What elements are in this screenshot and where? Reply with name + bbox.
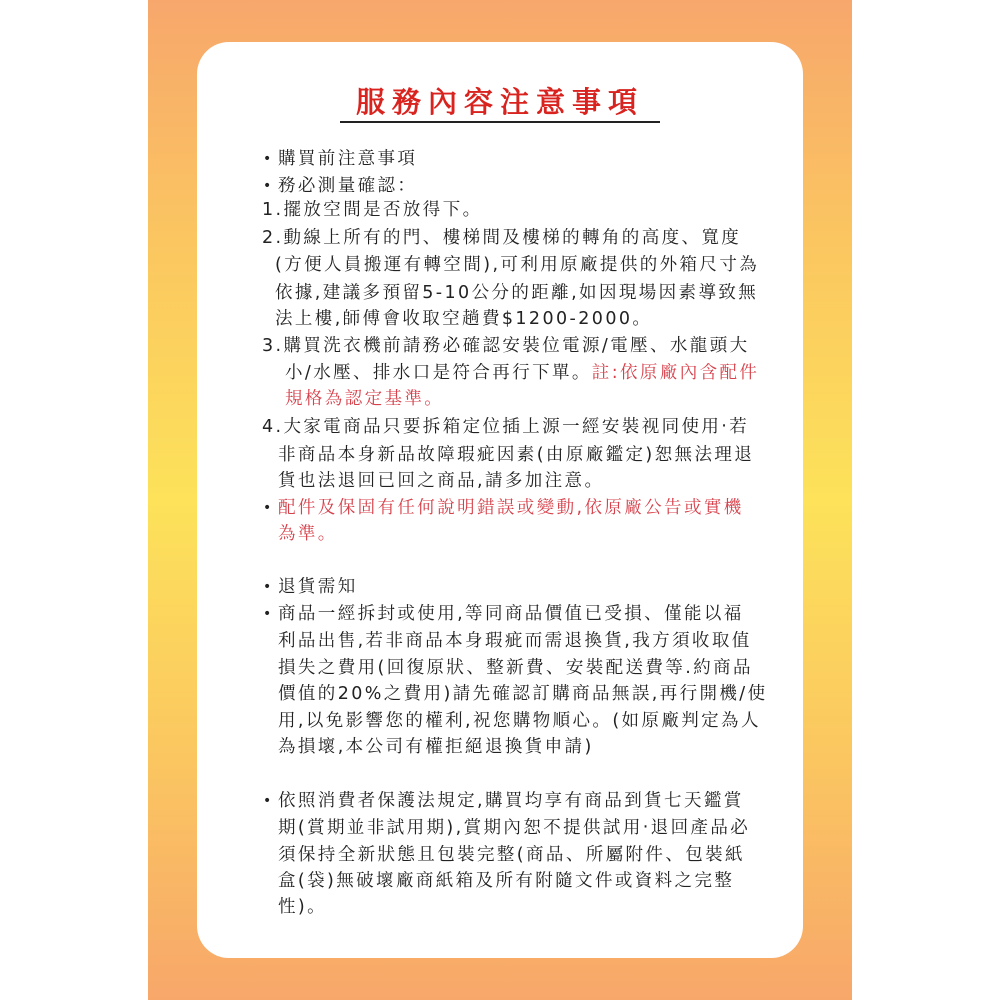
text-segment: 商品一經拆封或使用,等同商品價值已受損、僅能以福 (278, 604, 744, 624)
text-line (262, 416, 749, 438)
text-line (278, 630, 752, 652)
text-line (275, 308, 652, 330)
text-segment: 依據,建議多預留5-10公分的距離,如因現場因素導致無 (275, 283, 759, 303)
text-segment: 須保持全新狀態且包裝完整(商品、所屬附件、包裝紙 (278, 845, 745, 865)
text-segment: 盒(袋)無破壞廠商紙箱及所有附隨文件或資料之完整 (278, 871, 735, 891)
bullet-icon: • (263, 178, 274, 194)
text-segment: 性)。 (278, 897, 328, 917)
page-title: 服務內容注意事項 (355, 85, 644, 119)
text-segment: 3.購買洗衣機前請務必確認安裝位電源/電壓、水龍頭大 (262, 336, 750, 356)
text-line (263, 603, 744, 625)
text-line (263, 790, 744, 812)
text-line (278, 710, 761, 732)
bullet-icon: • (263, 606, 274, 622)
text-segment: 貨也法退回已回之商品,請多加注意。 (278, 471, 605, 491)
text-line (263, 576, 358, 598)
text-line (278, 844, 745, 866)
bullet-icon: • (263, 500, 274, 516)
text-line (278, 444, 754, 466)
text-line (285, 362, 759, 384)
text-segment: 利品出售,若非商品本身瑕疵而需退換貨,我方須收取值 (278, 631, 752, 651)
text-line (285, 388, 444, 410)
text-line (278, 870, 734, 892)
text-segment: 退貨需知 (278, 577, 358, 597)
text-segment: 購買前注意事項 (278, 149, 418, 169)
text-line (262, 227, 741, 249)
text-segment: 為準。 (278, 524, 338, 544)
bullet-icon: • (263, 793, 274, 809)
text-line (278, 736, 594, 758)
text-line (278, 896, 327, 918)
text-line (263, 148, 418, 170)
text-line (263, 497, 744, 519)
text-segment: 1.擺放空間是否放得下。 (262, 200, 483, 220)
title-underline (340, 121, 660, 123)
bullet-icon: • (263, 151, 274, 167)
text-segment: 期(賞期並非試用期),賞期內恕不提供試用‧退回產品必 (278, 818, 751, 838)
text-line (262, 335, 750, 357)
text-segment: 規格為認定基準。 (285, 389, 445, 409)
text-line (263, 175, 418, 197)
text-segment: 配件及保固有任何說明錯誤或變動,依原廠公告或實機 (278, 498, 744, 518)
text-segment: 小/水壓、排水口是符合再行下單。 (285, 363, 592, 383)
text-segment: 2.動線上所有的門、樓梯間及樓梯的轉角的高度、寬度 (262, 228, 742, 248)
text-line (278, 470, 604, 492)
text-segment: 為損壞,本公司有權拒絕退換貨申請) (278, 737, 594, 757)
notice-card (197, 42, 803, 958)
bullet-icon: • (263, 579, 274, 595)
text-segment: 4.大家電商品只要拆箱定位插上源一經安裝视同使用‧若 (262, 417, 750, 437)
text-line (275, 282, 758, 304)
text-segment: 非商品本身新品故障瑕疵因素(由原廠鑑定)恕無法理退 (278, 445, 755, 465)
text-segment: 價值的20%之費用)請先確認訂購商品無誤,再行開機/使 (278, 684, 768, 704)
text-line (275, 254, 759, 276)
text-line (262, 199, 483, 221)
text-segment: 用,以免影響您的權利,祝您購物順心。(如原廠判定為人 (278, 711, 761, 731)
text-segment: 法上樓,師傅會收取空趟費$1200-2000。 (275, 309, 653, 329)
text-line (278, 683, 767, 705)
text-segment: 損失之費用(回復原狀、整新費、安裝配送費等.約商品 (278, 658, 753, 678)
text-line (278, 657, 753, 679)
text-segment: 務必測量確認： (278, 176, 418, 196)
text-segment: 依照消費者保護法規定,購買均享有商品到貨七天鑑賞 (278, 791, 744, 811)
text-line (278, 817, 750, 839)
text-segment: 註:依原廠內含配件 (591, 363, 760, 383)
text-segment: (方便人員搬運有轉空間),可利用原廠提供的外箱尺寸為 (275, 255, 760, 275)
text-line (278, 523, 338, 545)
